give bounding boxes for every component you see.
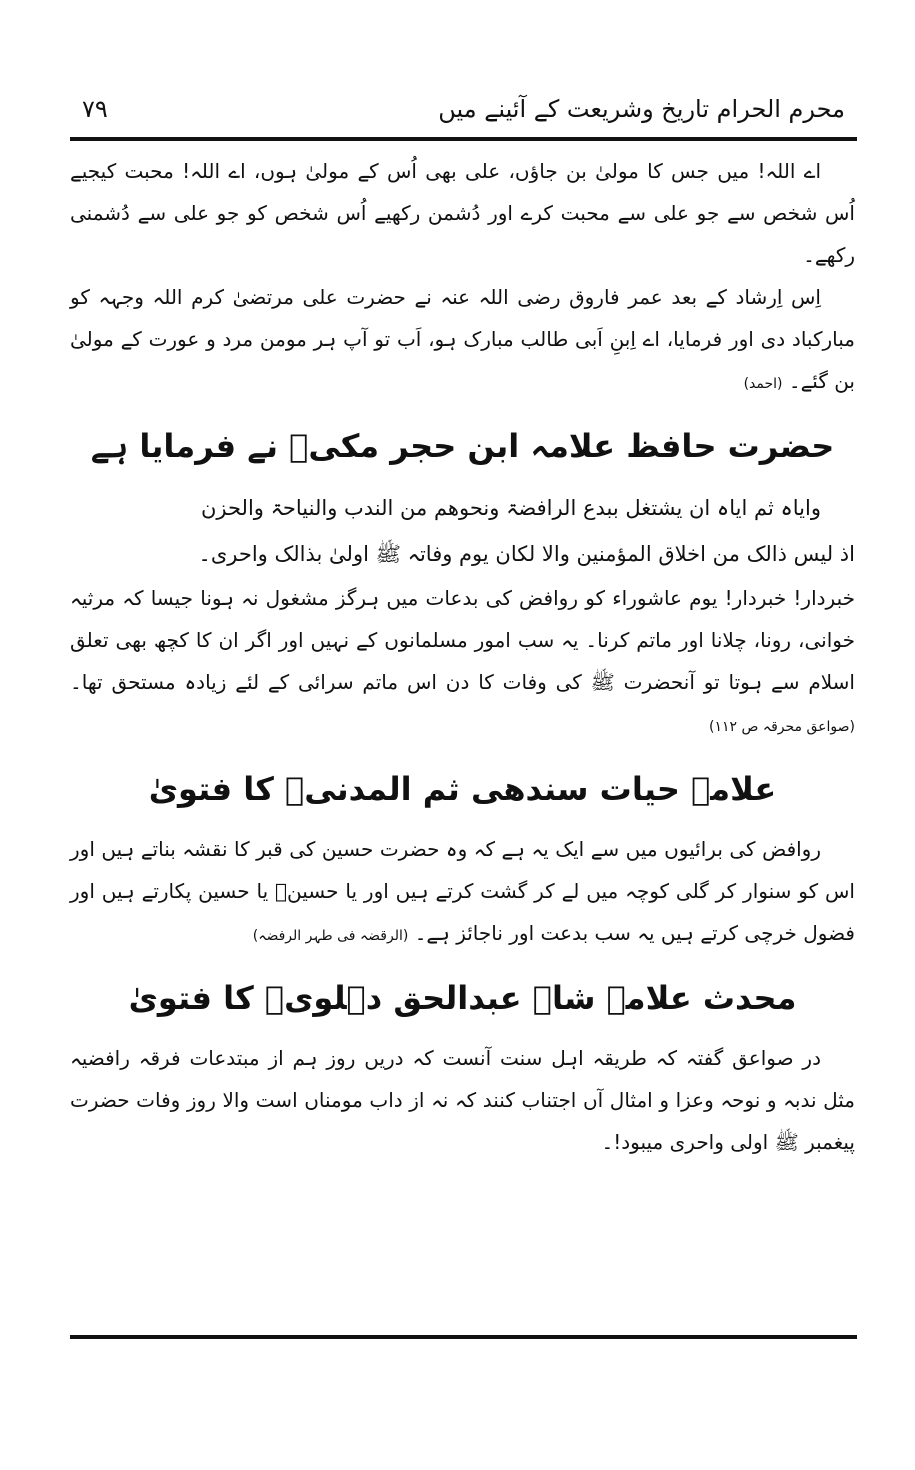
paragraph-warning-text: خبردار! خبردار! یوم عاشوراء کو روافض کی بدعات میں ہرگز مشغول نہ ہونا جیسا کہ مرثیہ خوانی، رونا، چلانا اور ماتم کرنا۔ یہ سب امور مسلمانوں کے نہیں اور اگر ان کا کچھ بھی تعلق اسلام سے ہوتا تو آنحضرت ﷺ کی وفات کا دن اس ماتم سرائی کے لئے زیادہ مستحق تھا۔ [70,586,855,694]
page-number: ۷۹ [82,95,108,123]
page-header [70,88,845,128]
paragraph-rawafiz [70,828,855,957]
footer-rule [70,1335,857,1339]
paragraph-umar [70,276,855,405]
citation-raqza: (الرقضہ فی طہر الرفضہ) [252,928,409,944]
paragraph-rawafiz-text: روافض کی برائیوں میں سے ایک یہ ہے کہ وہ حضرت حسین کی قبر کا نقشہ بناتے ہیں اور اس کو سنوار کر گلی کوچہ میں لے کر گشت کرتے ہیں اور یا حسینؓ یا حسین پکارتے ہیں اور فضول خرچی کرتے ہیں یہ سب بدعت اور ناجائز ہے۔ [70,837,855,945]
paragraph-hadith [70,150,855,276]
page-body [70,150,855,1163]
paragraph-hadith-text: اے اللہ! میں جس کا مولیٰ بن جاؤں، علی بھی اُس کے مولیٰ ہوں، اے اللہ! محبت کیجیے اُس شخص سے جو علی سے محبت کرے اور دُشمن رکھیے اُس شخص کو جو علی سے دُشمنی رکھے۔ [70,159,855,267]
paragraph-persian-text: در صواعق گفتہ کہ طریقہ اہل سنت آنست کہ دریں روز ہم از مبتدعات فرقہ رافضیہ مثل ندبہ و نوحہ وعزا و امثال آں اجتناب کنند کہ نہ از داب مومناں است والا روز وفات حضرت پیغمبر ﷺ اولی واحری میبود!۔ [70,1046,855,1154]
citation-ahmad: (احمد) [743,376,783,392]
header-rule [70,137,857,141]
arabic-quote-line-2: اذ لیس ذالک من اخلاق المؤمنین والا لکان یوم وفاتہ ﷺ اولیٰ بذالک واحری۔ [198,542,855,566]
arabic-quote-line-1: وایاہ ثم ایاہ ان یشتغل ببدع الرافضۃ ونحوھم من الندب والنیاحۃ والحزن [200,496,821,520]
heading-hayat-sindhi: علامہ حیات سندھی ثم المدنیؒ کا فتویٰ [148,770,777,808]
running-title: محرم الحرام تاریخ وشریعت کے آئینے میں [438,95,845,123]
paragraph-persian [70,1037,855,1163]
paragraph-warning [70,577,855,748]
heading-ibn-hajar: حضرت حافظ علامہ ابن حجر مکیؒ نے فرمایا ہے [90,427,835,465]
heading-abdul-haq: محدث علامہ شاہ عبدالحق دہلویؒ کا فتویٰ [128,979,797,1017]
citation-sawaiq: (صواعق محرقہ ص ۱۱۲) [709,719,855,735]
paragraph-umar-text: اِس اِرشاد کے بعد عمر فاروق رضی اللہ عنہ نے حضرت علی مرتضیٰ کرم اللہ وجہہ کو مبارکباد دی اور فرمایا، اے اِبنِ اَبی طالب مبارک ہو، اَب تو آپ ہر مومن مرد و عورت کے مولیٰ بن گئے۔ [70,285,855,393]
